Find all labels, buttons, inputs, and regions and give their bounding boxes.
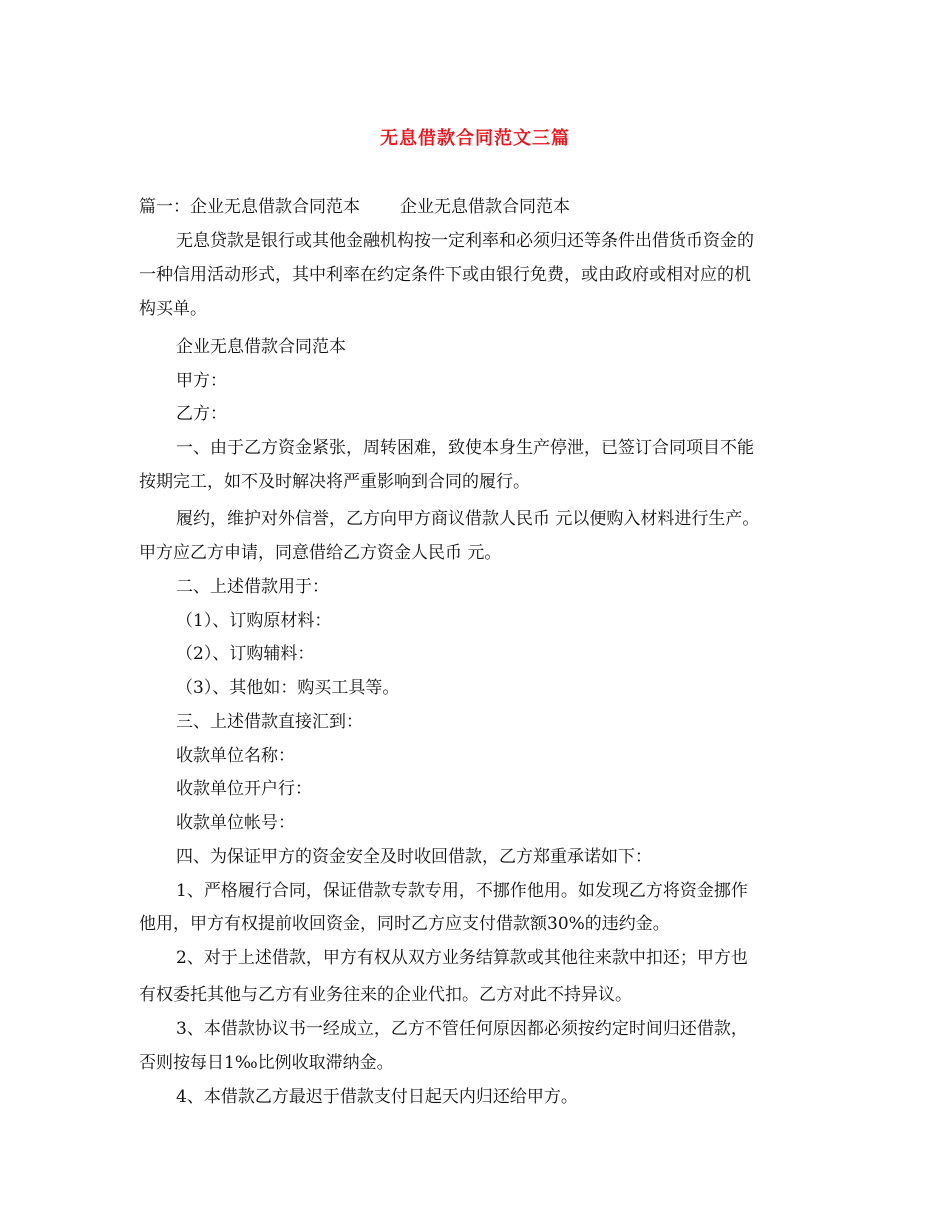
paragraph-line: 2、对于上述借款，甲方有权从双方业务结算款或其他往来款中扣还；甲方也 (176, 948, 748, 968)
paragraph-line: 一种信用活动形式，其中利率在约定条件下或由银行免费，或由政府或相对应的机 (139, 265, 751, 285)
list-item: （2）、订购辅料： (176, 644, 315, 664)
paragraph-line: 按期完工，如不及时解决将严重影响到合同的履行。 (139, 472, 530, 492)
paragraph-line: 企业无息借款合同范本 (176, 337, 346, 357)
section-heading-part2: 企业无息借款合同范本 (400, 197, 570, 217)
paragraph-line: 4、本借款乙方最迟于借款支付日起天内归还给甲方。 (176, 1087, 578, 1107)
section-heading (139, 195, 819, 219)
paragraph-line: 否则按每日1‰比例收取滞纳金。 (139, 1053, 394, 1073)
paragraph-line: 二、上述借款用于： (176, 577, 329, 597)
paragraph-line: 三、上述借款直接汇到： (176, 712, 363, 732)
paragraph-line: 四、为保证甲方的资金安全及时收回借款，乙方郑重承诺如下： (176, 847, 652, 867)
field-label: 收款单位帐号： (176, 813, 295, 833)
field-label: 收款单位名称： (176, 746, 295, 766)
paragraph-line: 3、本借款协议书一经成立，乙方不管任何原因都必须按约定时间归还借款， (176, 1019, 748, 1039)
document-title: 无息借款合同范文三篇 (380, 128, 570, 149)
list-item: （3）、其他如：购买工具等。 (176, 678, 400, 698)
list-item: （1）、订购原材料： (176, 611, 332, 631)
party-a-label: 甲方： (176, 371, 227, 391)
party-b-label: 乙方： (176, 404, 227, 424)
section-heading-part1: 篇一：企业无息借款合同范本 (139, 197, 360, 217)
paragraph-line: 1、严格履行合同，保证借款专款专用，不挪作他用。如发现乙方将资金挪作 (176, 881, 748, 901)
paragraph-line: 构买单。 (139, 299, 207, 319)
paragraph-line: 他用，甲方有权提前收回资金，同时乙方应支付借款额30%的违约金。 (139, 914, 670, 934)
field-label: 收款单位开户行： (176, 779, 312, 799)
paragraph-line: 一、由于乙方资金紧张，周转困难，致使本身生产停泄，已签订合同项目不能 (176, 438, 754, 458)
paragraph-line: 履约，维护对外信誉，乙方向甲方商议借款人民币 元以便购入材料进行生产。 (176, 509, 760, 529)
paragraph-line: 有权委托其他与乙方有业务往来的企业代扣。乙方对此不持异议。 (139, 985, 632, 1005)
paragraph-line: 无息贷款是银行或其他金融机构按一定利率和必须归还等条件出借货币资金的 (176, 231, 754, 251)
paragraph-line: 甲方应乙方申请，同意借给乙方资金人民币 元。 (139, 543, 502, 563)
